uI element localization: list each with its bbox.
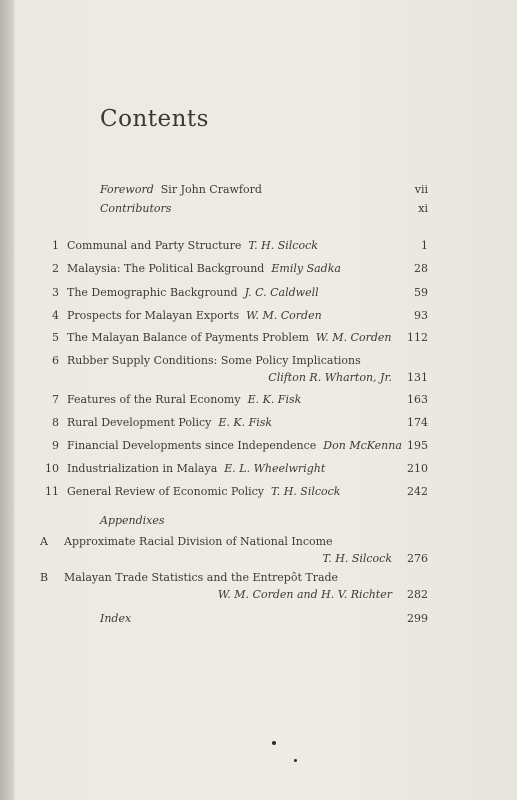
appendix-letter: A [40,535,48,548]
chapter-page: 195 [407,439,428,452]
toc-entry-chapter [0,283,517,303]
toc-entry-chapter-continued [0,368,517,388]
entry-label: Foreword [100,183,154,196]
toc-entry-appendix-continued [0,549,517,569]
chapter-number: 10 [45,462,59,475]
entry-label: Contributors [100,202,172,215]
chapter-title: The Malayan Balance of Payments Problem [67,331,309,344]
toc-entry-contributors [0,199,517,219]
toc-entry-chapter [0,459,517,479]
chapter-page: 131 [407,371,428,384]
chapter-page: 1 [421,239,428,252]
chapter-author: T. H. Silcock [270,485,341,498]
chapter-author: E. K. Fisk [218,416,273,429]
appendix-title: Approximate Racial Division of National Income [64,535,333,548]
chapter-page: 59 [414,286,428,299]
chapter-author: Emily Sadka [271,262,341,275]
toc-entry-chapter [0,482,517,502]
chapter-page: 174 [407,416,428,429]
toc-entry-chapter [0,306,517,326]
appendix-author: W. M. Corden and H. V. Richter [217,588,392,601]
chapter-number: 5 [52,331,59,344]
chapter-number: 9 [52,439,59,452]
toc-entry-foreword [0,180,517,200]
chapter-author: Don McKenna [323,439,402,452]
chapter-author: W. M. Corden [315,331,392,344]
chapter-author: W. M. Corden [246,309,322,322]
chapter-number: 4 [52,309,59,322]
chapter-page: 28 [414,262,428,275]
chapter-title: Communal and Party Structure [67,239,242,252]
chapter-title: Rubber Supply Conditions: Some Policy Implications [67,354,361,367]
chapter-author: Clifton R. Wharton, Jr. [268,371,392,384]
appendixes-heading: Appendixes [100,514,165,527]
appendix-letter: B [40,571,49,584]
chapter-number: 3 [52,286,59,299]
chapter-title: Industrialization in Malaya [67,462,218,475]
toc-entry-chapter [0,390,517,410]
chapter-author: E. L. Wheelwright [224,462,326,475]
page-title: Contents [100,106,209,132]
chapter-title: Financial Developments since Independence [67,439,317,452]
chapter-number: 8 [52,416,59,429]
entry-page: xi [418,202,428,215]
chapter-page: 112 [407,331,428,344]
toc-entry-index [0,609,517,629]
entry-label: Index [100,612,132,625]
ink-speck [294,759,297,762]
chapter-title: The Demographic Background [67,286,238,299]
entry-page: 299 [407,612,428,625]
appendix-author: T. H. Silcock [322,552,392,565]
chapter-title: Malaysia: The Political Background [67,262,265,275]
toc-entry-chapter [0,259,517,279]
appendix-page: 276 [407,552,428,565]
chapter-page: 210 [407,462,428,475]
chapter-title: Rural Development Policy [67,416,212,429]
chapter-title: Features of the Rural Economy [67,393,241,406]
chapter-page: 242 [407,485,428,498]
chapter-page: 163 [407,393,428,406]
appendixes-heading-row [0,511,517,531]
toc-entry-chapter [0,436,517,456]
toc-entry-appendix-continued [0,585,517,605]
chapter-number: 6 [52,354,59,367]
chapter-title: Prospects for Malayan Exports [67,309,240,322]
toc-entry-chapter [0,236,517,256]
chapter-number: 1 [52,239,59,252]
chapter-number: 2 [52,262,59,275]
entry-page: vii [414,183,428,196]
appendix-title: Malayan Trade Statistics and the Entrepôt Trade [64,571,339,584]
chapter-number: 11 [45,485,59,498]
chapter-number: 7 [52,393,59,406]
chapter-title: General Review of Economic Policy [67,485,264,498]
chapter-author: J. C. Caldwell [244,286,319,299]
chapter-author: E. K. Fisk [247,393,302,406]
chapter-page: 93 [414,309,428,322]
ink-speck [272,741,276,745]
toc-entry-chapter [0,413,517,433]
toc-entry-chapter [0,328,517,348]
appendix-page: 282 [407,588,428,601]
entry-author: Sir John Crawford [160,183,262,196]
chapter-author: T. H. Silcock [248,239,318,252]
